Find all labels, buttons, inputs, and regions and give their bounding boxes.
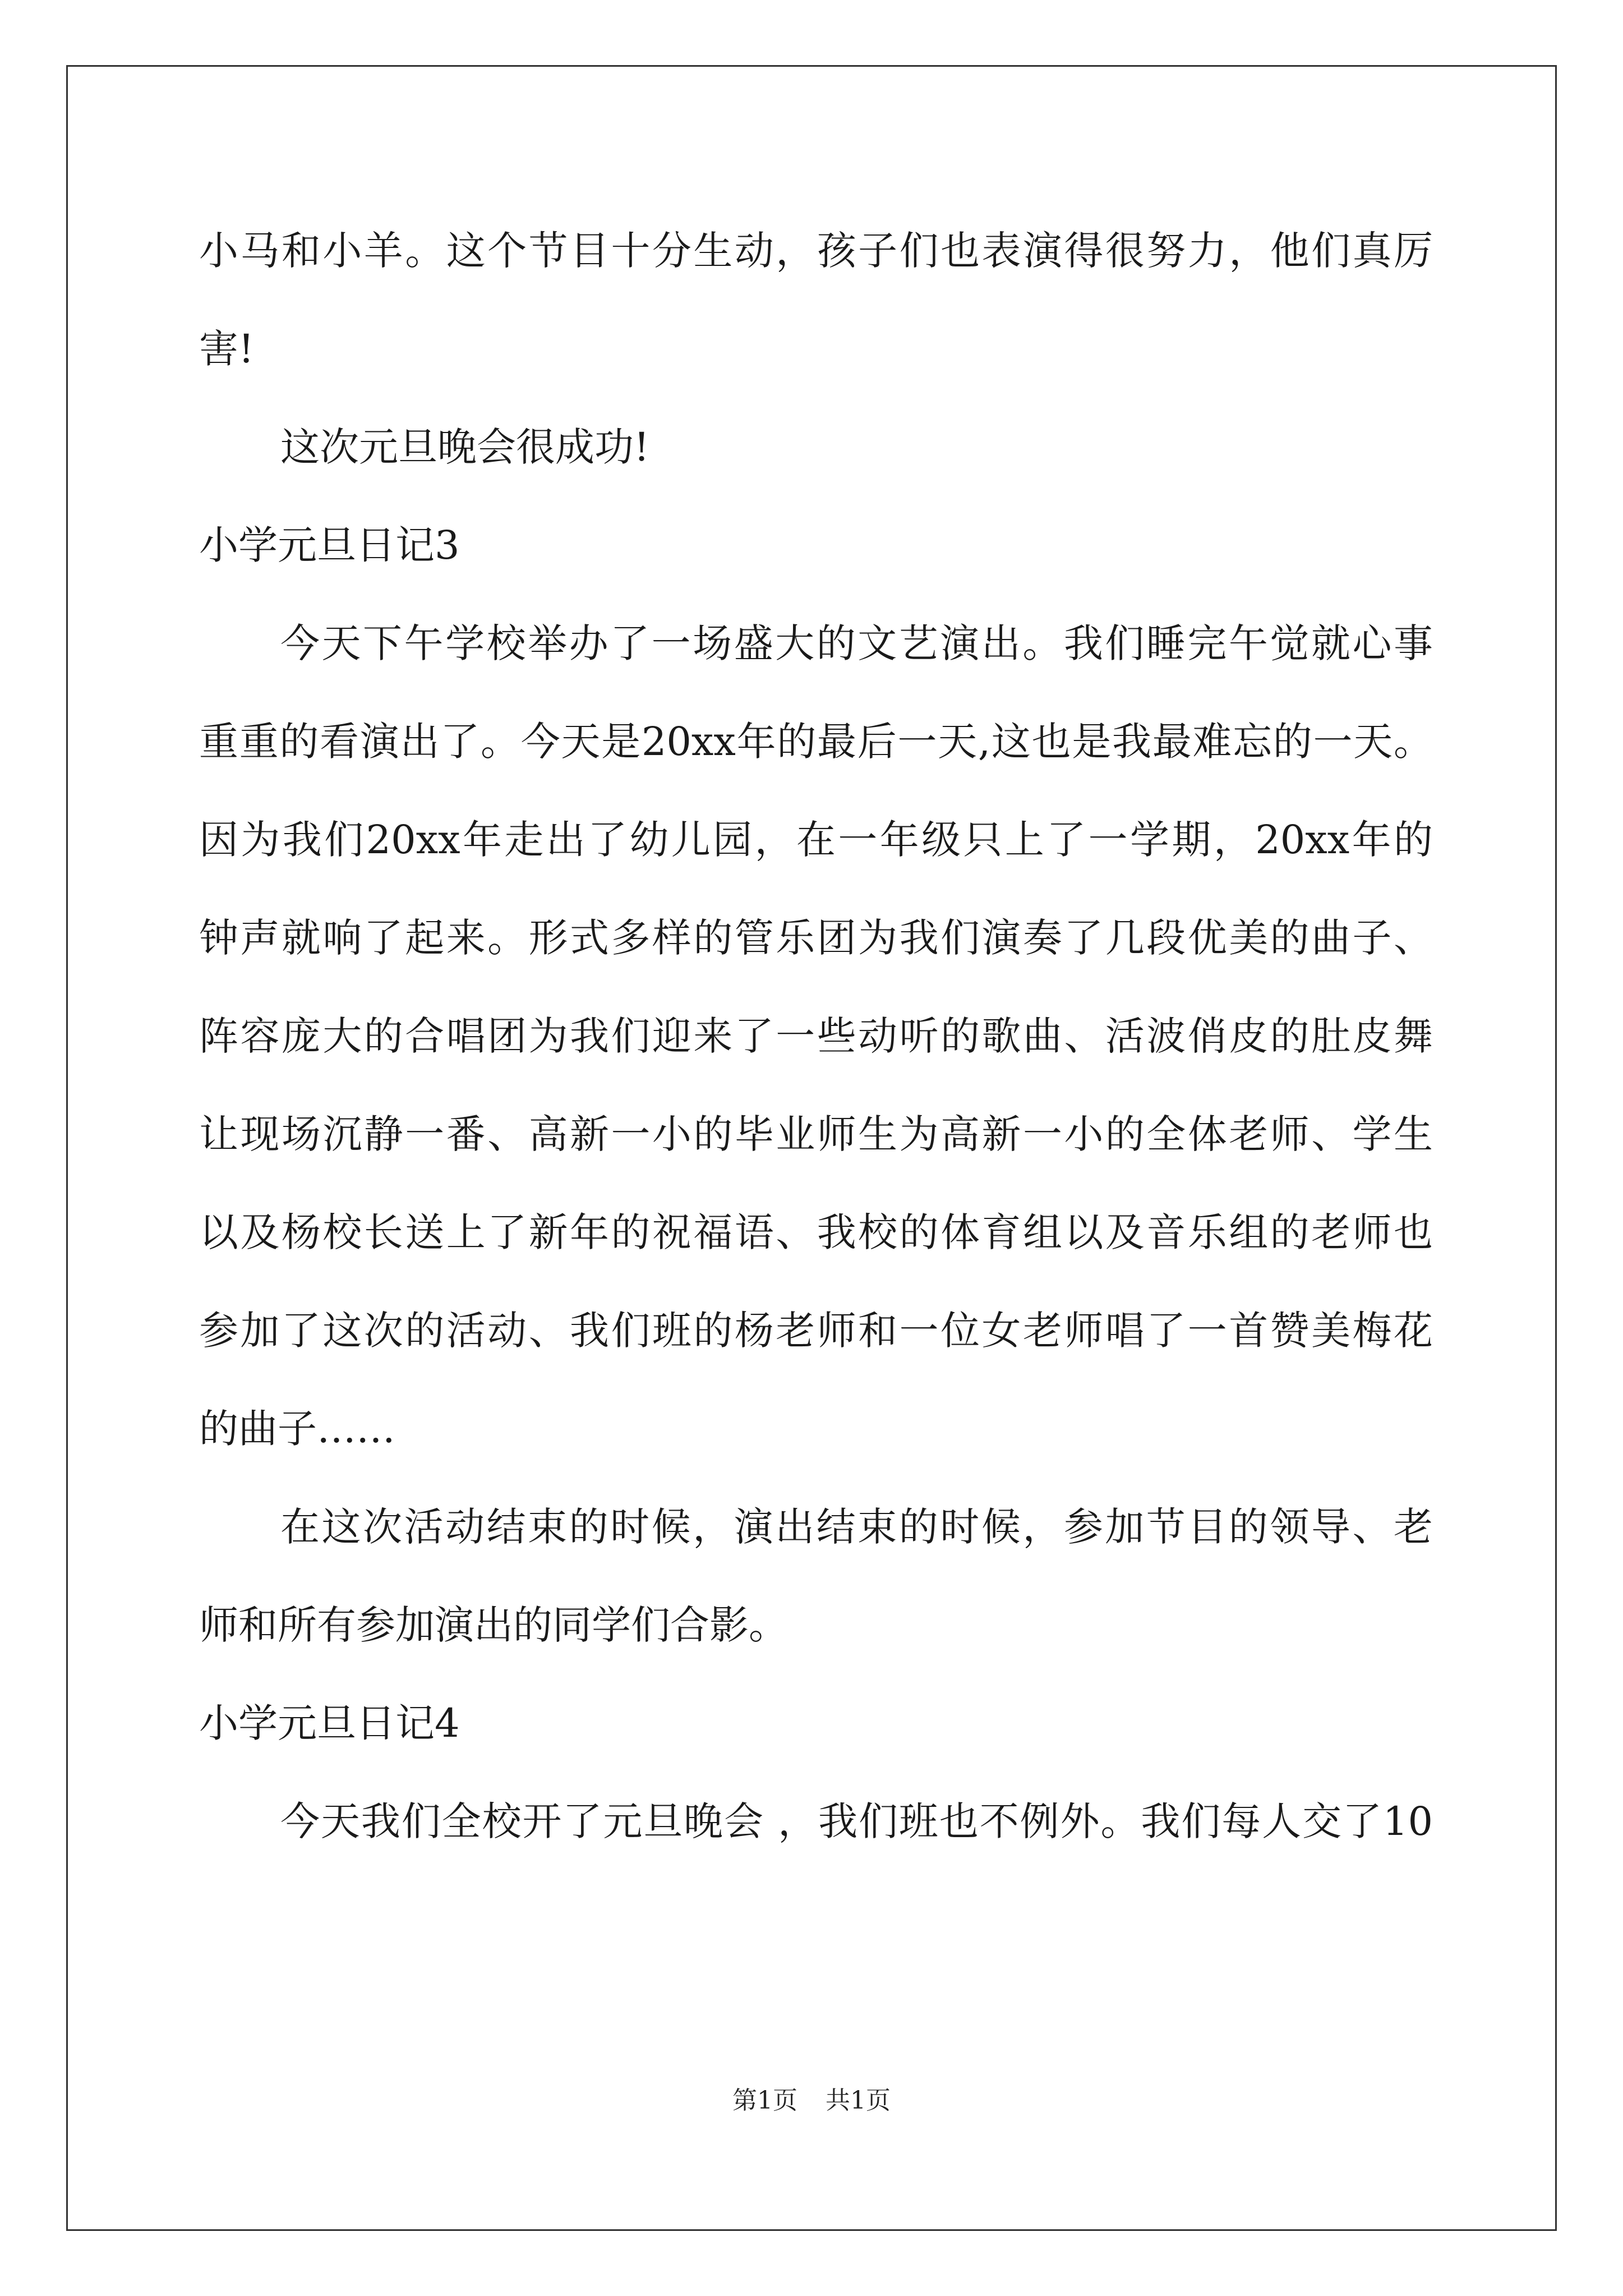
paragraph-line: 因为我们20xx年走出了幼儿园，在一年级只上了一学期，20xx年的 — [199, 817, 1433, 863]
paragraph-line: 重重的看演出了。今天是20xx年的最后一天,这也是我最难忘的一天。 — [199, 719, 1433, 765]
paragraph-line: 小马和小羊。这个节目十分生动，孩子们也表演得很努力，他们真厉 — [199, 228, 1433, 274]
paragraph-line: 的曲子…… — [199, 1406, 395, 1452]
paragraph-line: 在这次活动结束的时候，演出结束的时候，参加节目的领导、老 — [280, 1504, 1433, 1550]
page-footer — [0, 2084, 1623, 2118]
document-body — [199, 202, 1433, 1871]
paragraph-line: 今天下午学校举办了一场盛大的文艺演出。我们睡完午觉就心事 — [280, 620, 1433, 666]
section-heading: 小学元旦日记4 — [199, 1700, 460, 1746]
paragraph-line: 让现场沉静一番、高新一小的毕业师生为高新一小的全体老师、学生 — [199, 1111, 1433, 1157]
total-pages: 共1页 — [826, 2086, 891, 2115]
paragraph-line: 参加了这次的活动、我们班的杨老师和一位女老师唱了一首赞美梅花 — [199, 1308, 1433, 1354]
paragraph-line: 钟声就响了起来。形式多样的管乐团为我们演奏了几段优美的曲子、 — [199, 915, 1433, 961]
paragraph-line: 这次元旦晚会很成功! — [280, 424, 650, 470]
paragraph-line: 以及杨校长送上了新年的祝福语、我校的体育组以及音乐组的老师也 — [199, 1209, 1433, 1255]
paragraph-line: 师和所有参加演出的同学们合影。 — [199, 1602, 788, 1648]
paragraph-line: 今天我们全校开了元旦晚会 ，我们班也不例外。我们每人交了10 — [280, 1798, 1433, 1844]
paragraph-line: 阵容庞大的合唱团为我们迎来了一些动听的歌曲、活波俏皮的肚皮舞 — [199, 1013, 1433, 1059]
section-heading: 小学元旦日记3 — [199, 522, 460, 568]
page-number: 第1页 — [732, 2086, 797, 2115]
paragraph-line: 害! — [199, 326, 255, 372]
